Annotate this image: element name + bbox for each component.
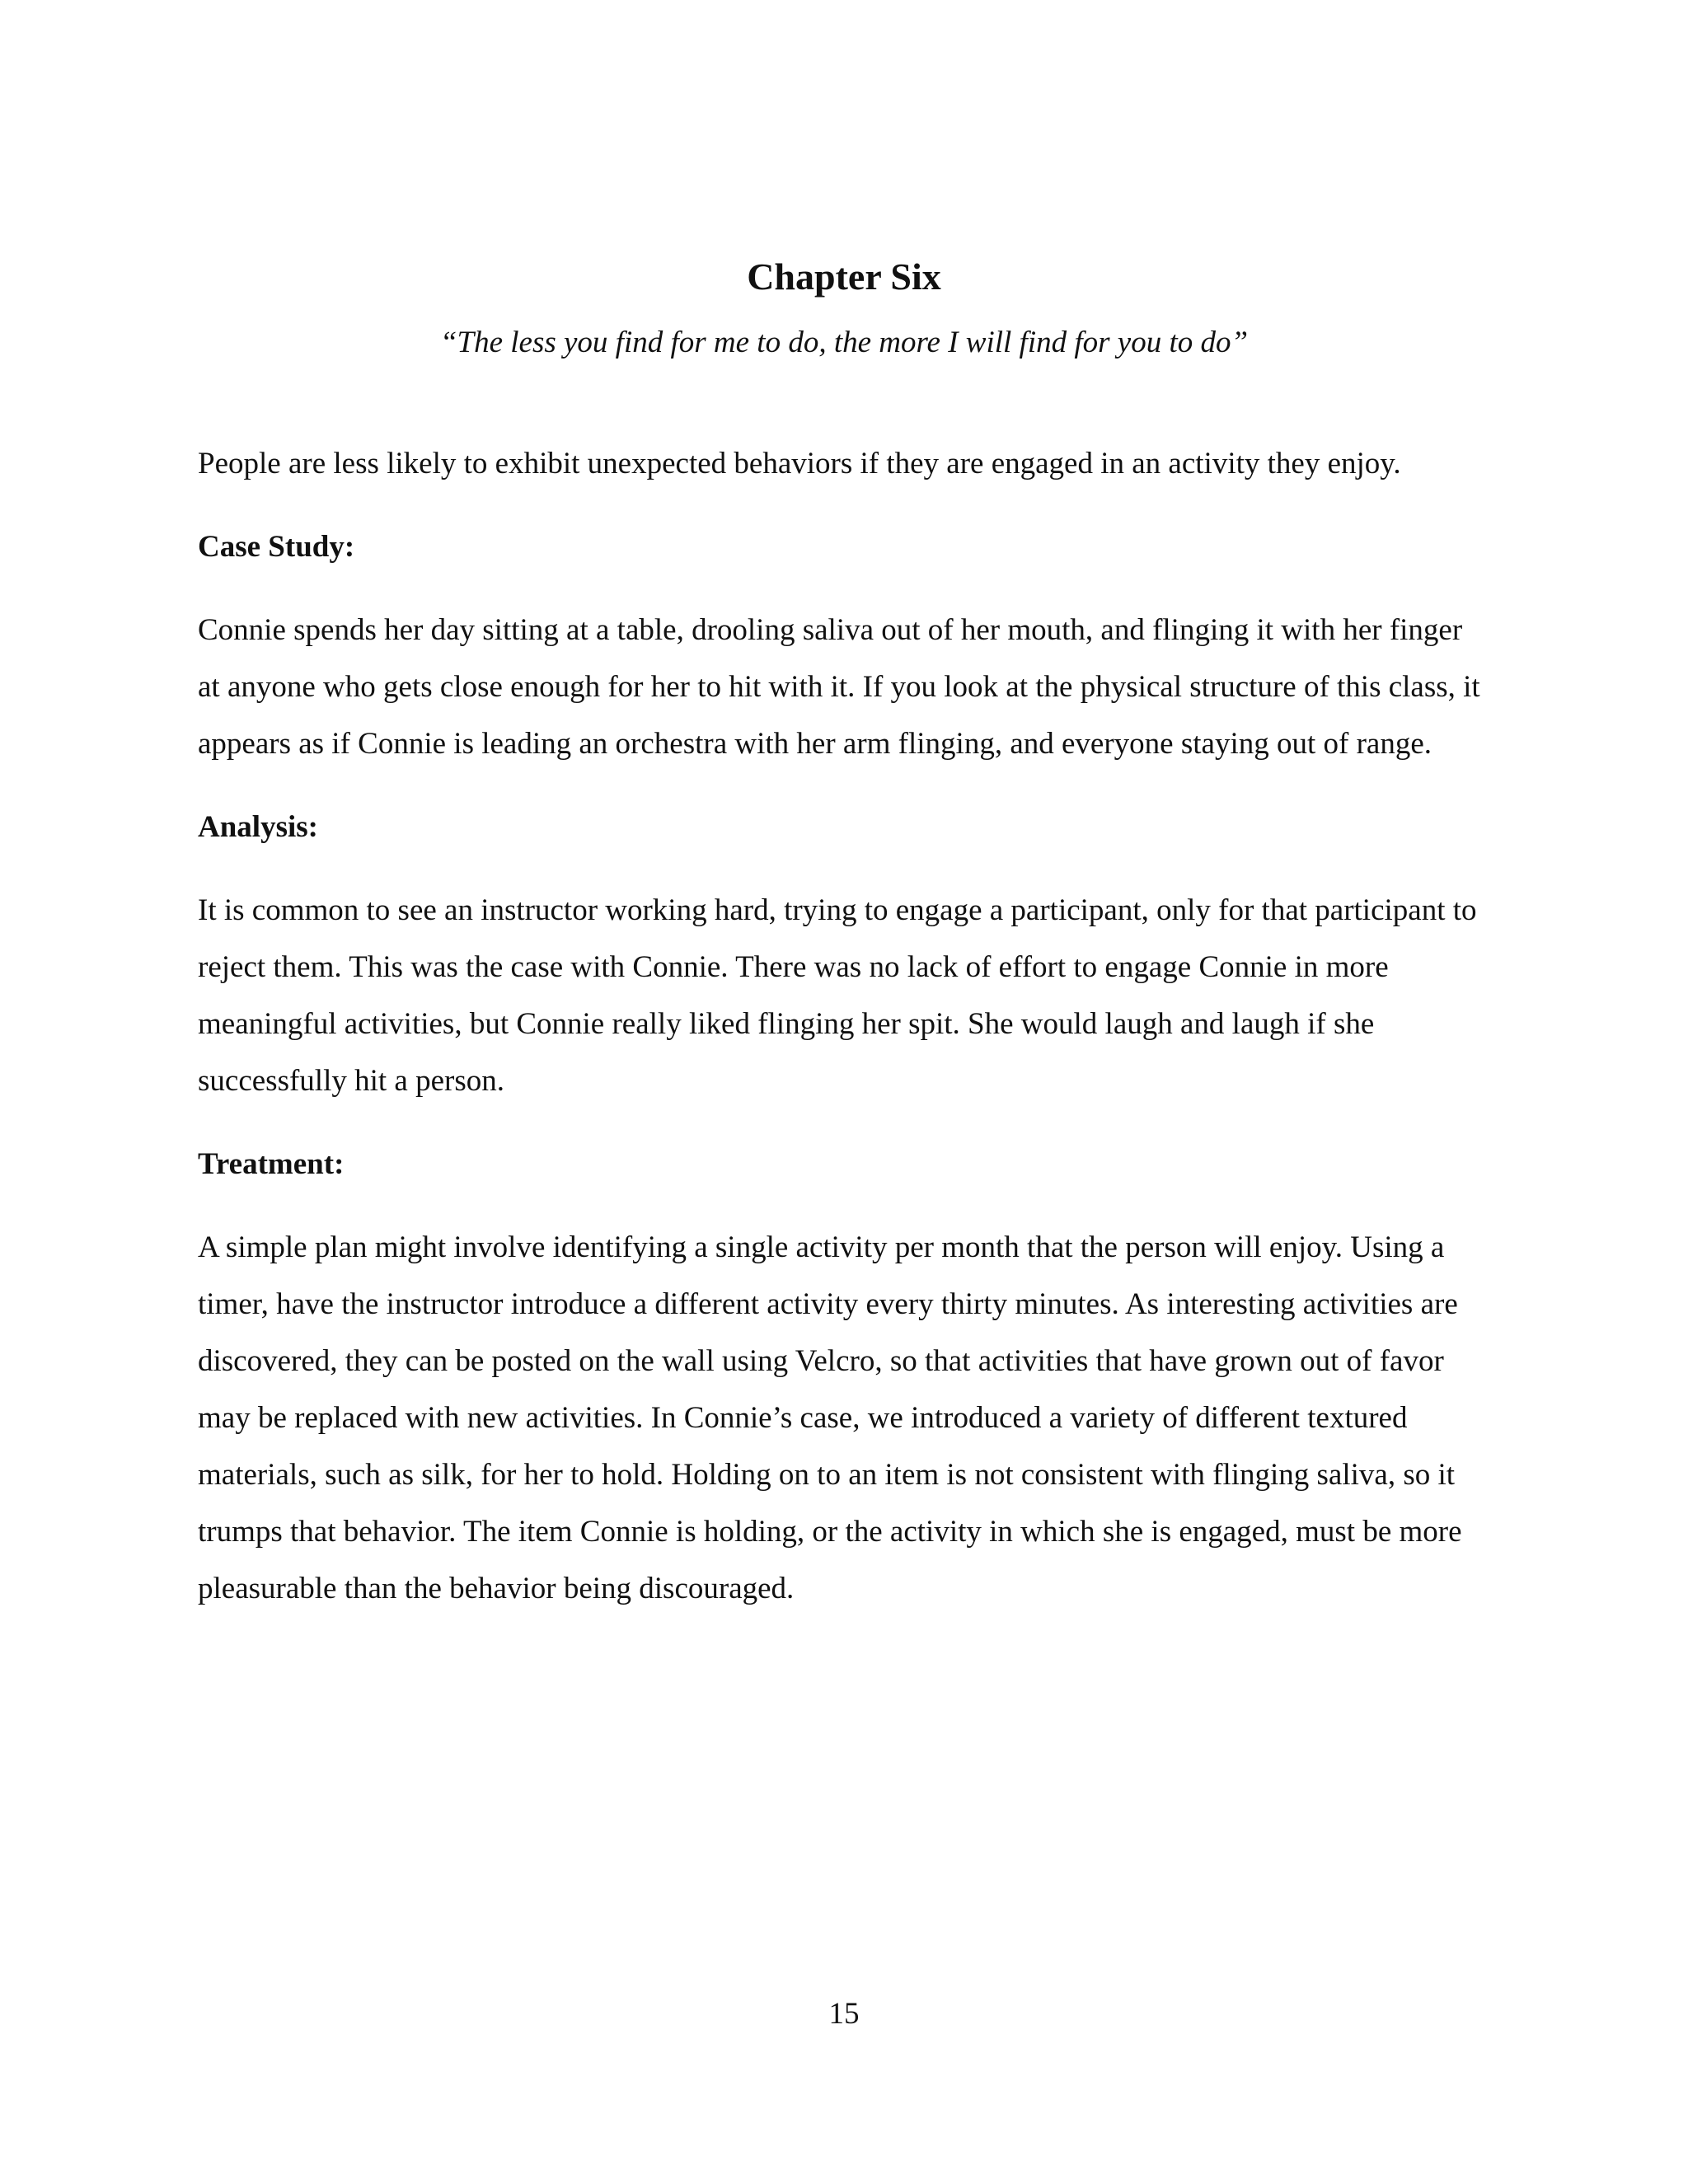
treatment-paragraph: A simple plan might involve identifying a single activity per month that the person will enjoy. Using a timer, have the instructor introduce a different activity every thirty minutes. As interesting activities are discovered, they can be posted on the wall using Velcro, so that activities that have grown out of favor may be replaced with new activities. In Connie’s case, we introduced a variety of different textured materials, such as silk, for her to hold. Holding on to an item is not consistent with flinging saliva, so it trumps that behavior. The item Connie is holding, or the activity in which she is engaged, must be more pleasurable than the behavior being discouraged. (198, 1230, 1462, 1605)
case-study-heading: Case Study: (198, 530, 355, 564)
intro-paragraph: People are less likely to exhibit unexpected behaviors if they are engaged in an activity they enjoy. (198, 447, 1401, 480)
analysis-heading: Analysis: (198, 810, 318, 844)
chapter-title: Chapter Six (747, 255, 941, 298)
case-study-paragraph: Connie spends her day sitting at a table, drooling saliva out of her mouth, and flinging it with her finger at anyone who gets close enough for her to hit with it. If you look at the physical structure of this class, it appears as if Connie is leading an orchestra with her arm flinging, and everyone staying out of range. (198, 613, 1480, 761)
analysis-paragraph: It is common to see an instructor working hard, trying to engage a participant, only for that participant to reject them. This was the case with Connie. There was no lack of effort to engage Connie in more meaningful activities, but Connie really liked flinging her spit. She would laugh and laugh if she successfully hit a person. (198, 893, 1477, 1098)
treatment-heading: Treatment: (198, 1147, 345, 1181)
page-number: 15 (828, 1997, 860, 2031)
chapter-body (198, 435, 1484, 1617)
chapter-epigraph: “The less you find for me to do, the more I will find for you to do” (439, 326, 1249, 359)
